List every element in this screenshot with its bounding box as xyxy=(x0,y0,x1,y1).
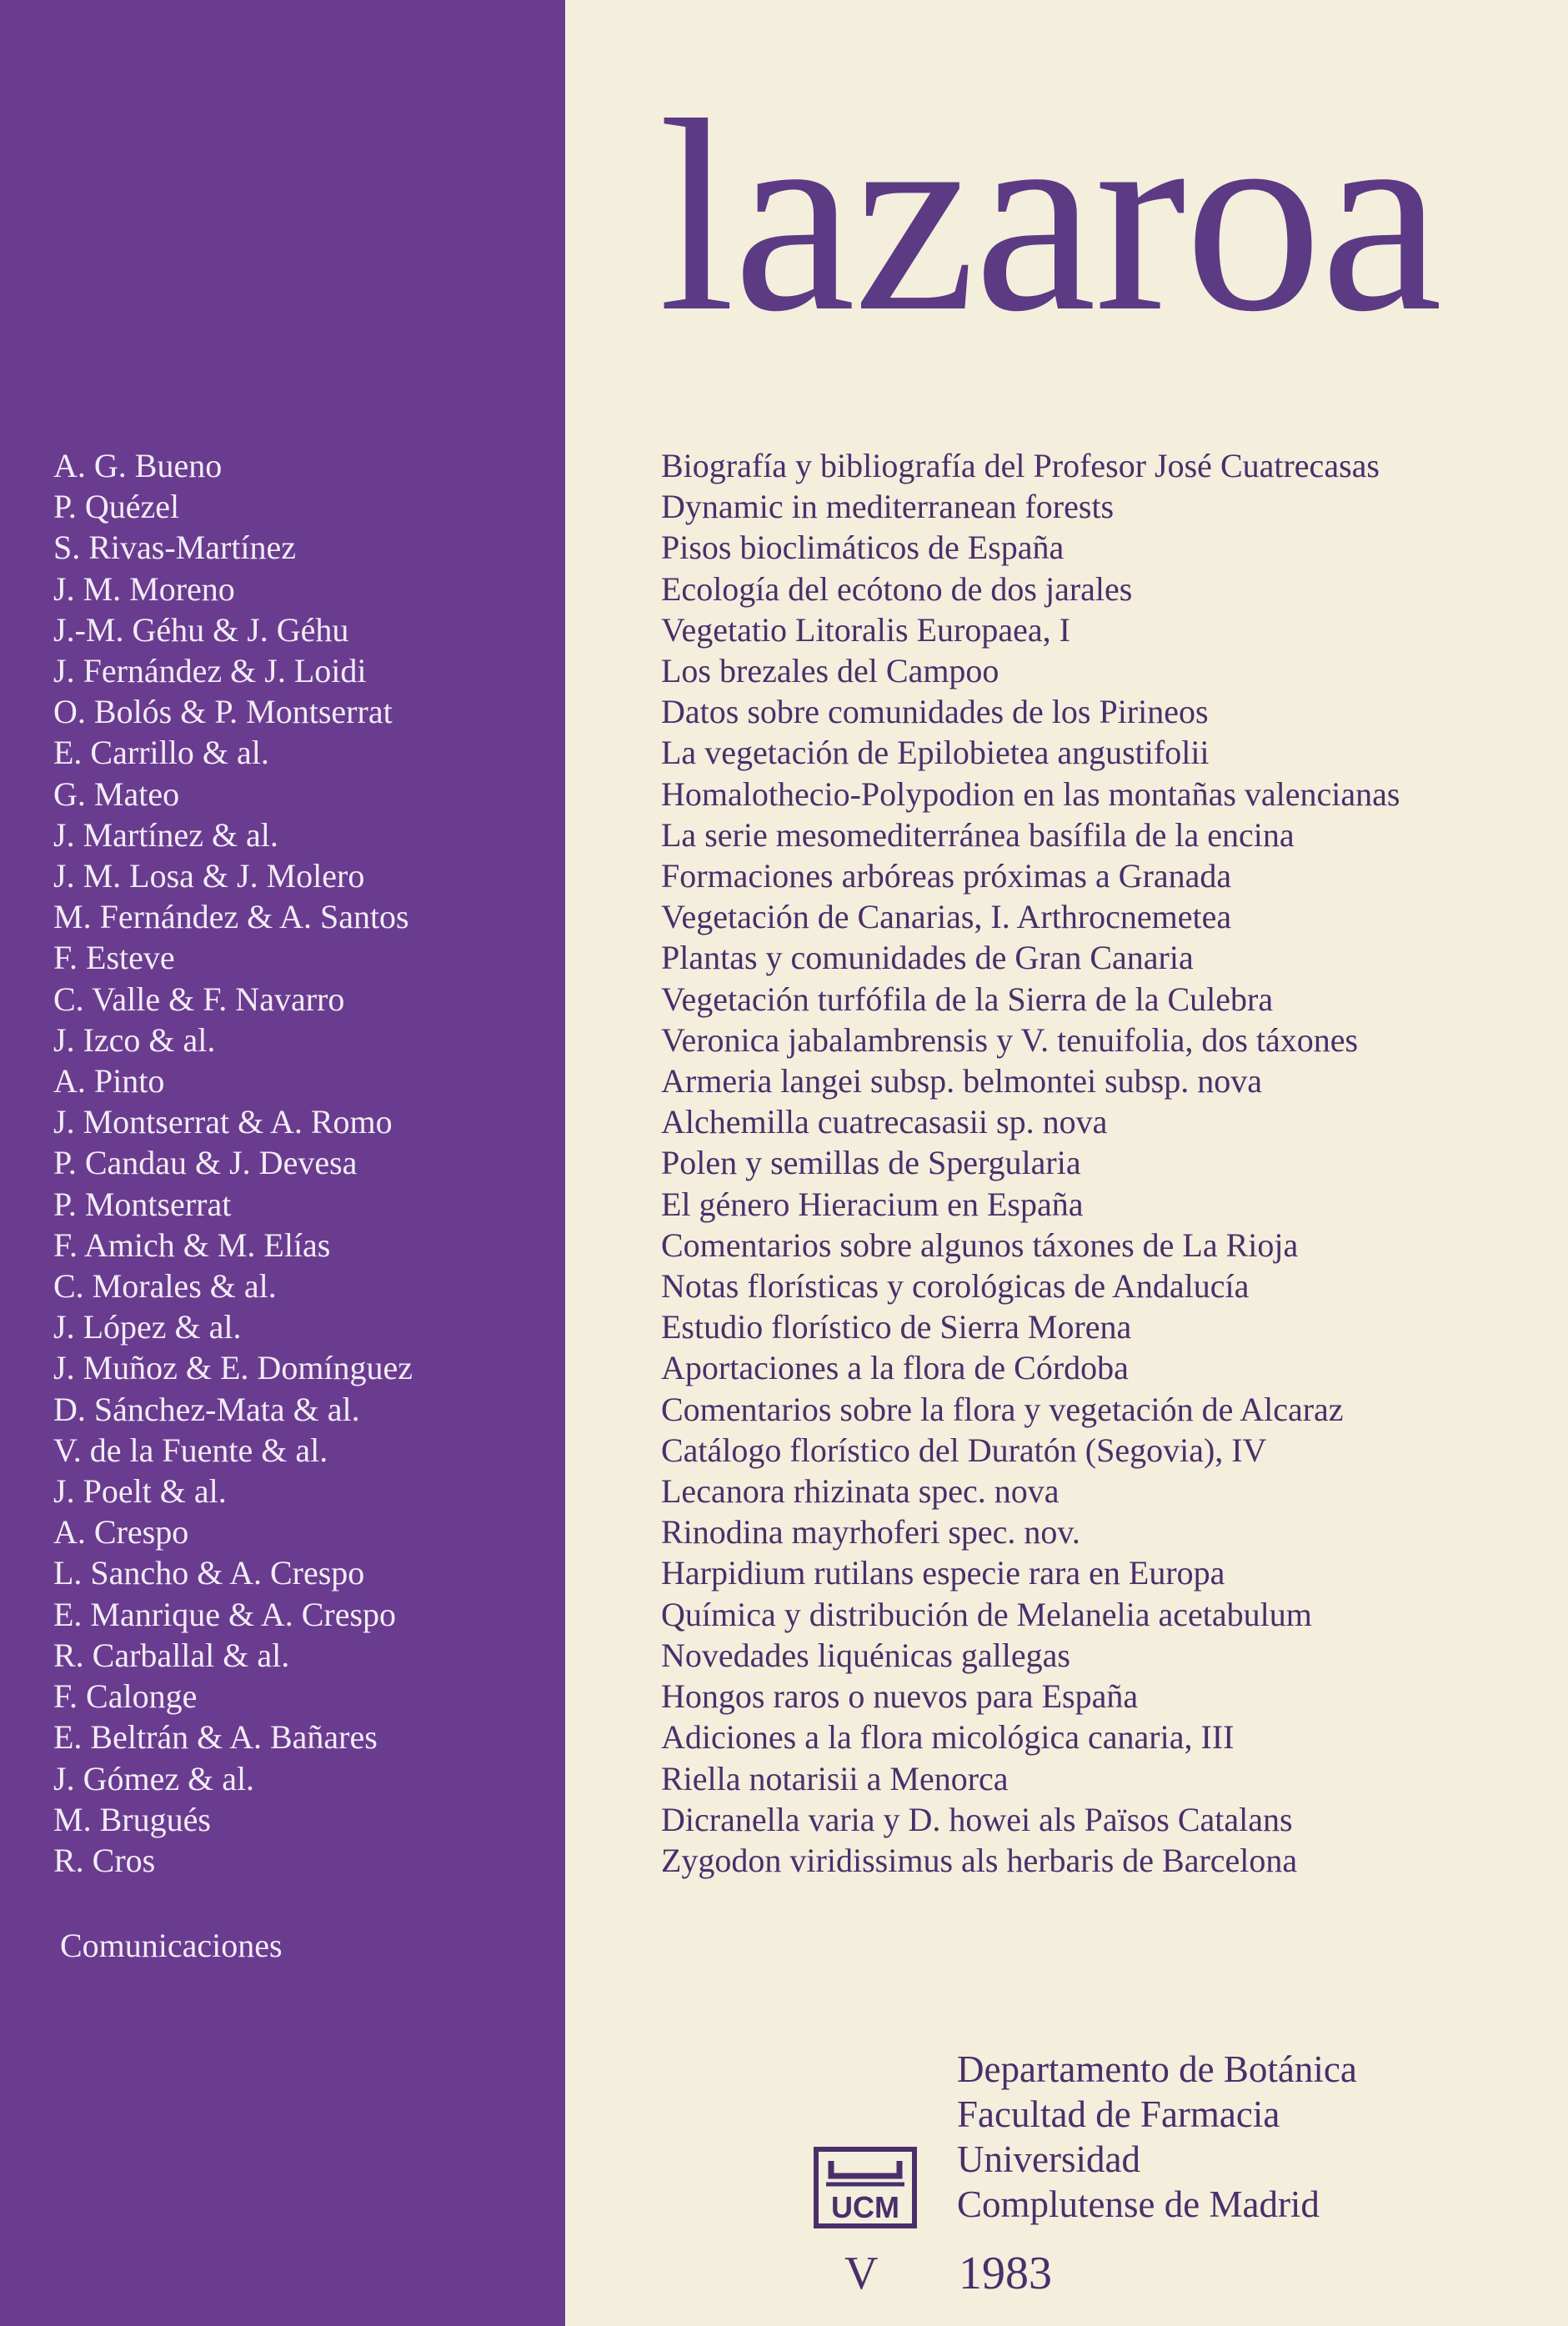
author-entry: J.-M. Géhu & J. Géhu xyxy=(53,610,349,649)
article-title-entry: Datos sobre comunidades de los Pirineos xyxy=(661,693,1209,731)
article-title-entry: Adiciones a la flora micológica canaria, III xyxy=(661,1718,1235,1757)
article-title-entry: Dicranella varia y D. howei als Països Catalans xyxy=(661,1800,1293,1838)
volume-number: V xyxy=(844,2248,879,2299)
article-title-entry: Ecología del ecótono de dos jarales xyxy=(661,569,1133,608)
author-entry: J. M. Losa & J. Molero xyxy=(53,857,365,895)
article-title-entry: Catálogo florístico del Duratón (Segovia), IV xyxy=(661,1431,1267,1469)
article-title-entry: Harpidium rutilans especie rara en Europa xyxy=(661,1554,1225,1592)
author-entry: J. Martínez & al. xyxy=(53,815,278,854)
article-title-entry: Vegetación turfófila de la Sierra de la Culebra xyxy=(661,980,1274,1018)
publisher-block xyxy=(957,2047,1357,2227)
author-entry: J. López & al. xyxy=(53,1308,242,1346)
author-entry: M. Fernández & A. Santos xyxy=(53,898,409,936)
author-entry: C. Valle & F. Navarro xyxy=(53,980,345,1018)
article-title-entry: Novedades liquénicas gallegas xyxy=(661,1636,1070,1674)
article-title-entry: Formaciones arbóreas próximas a Granada xyxy=(661,857,1232,895)
author-entry: J. Gómez & al. xyxy=(53,1759,255,1797)
publisher-line: Facultad de Farmacia xyxy=(957,2093,1280,2135)
author-entry: A. G. Bueno xyxy=(53,447,223,484)
article-title-entry: Armeria langei subsp. belmontei subsp. nova xyxy=(661,1062,1262,1100)
author-entry: S. Rivas-Martínez xyxy=(53,529,297,567)
author-entry: F. Calonge xyxy=(53,1677,198,1716)
author-entry: P. Candau & J. Devesa xyxy=(53,1144,358,1182)
author-entry: E. Carrillo & al. xyxy=(53,734,269,772)
author-entry: E. Beltrán & A. Bañares xyxy=(53,1718,378,1757)
article-title-entry: Riella notarisii a Menorca xyxy=(661,1759,1009,1797)
author-entry: R. Cros xyxy=(53,1841,156,1879)
article-title-entry: Comentarios sobre algunos táxones de La Rioja xyxy=(661,1226,1299,1264)
publisher-line: Departamento de Botánica xyxy=(957,2048,1357,2090)
author-entry: J. Muñoz & E. Domínguez xyxy=(53,1349,413,1387)
authors-list xyxy=(53,445,413,1881)
article-title-entry: Polen y semillas de Spergularia xyxy=(661,1144,1081,1182)
communications-label: Comunicaciones xyxy=(60,1927,283,1964)
author-entry: G. Mateo xyxy=(53,774,180,813)
author-entry: L. Sancho & A. Crespo xyxy=(53,1554,365,1592)
publication-year: 1983 xyxy=(959,2248,1052,2299)
author-entry: P. Quézel xyxy=(53,488,180,526)
article-title-entry: La serie mesomediterránea basífila de la encina xyxy=(661,815,1295,854)
article-title-entry: Plantas y comunidades de Gran Canaria xyxy=(661,939,1194,977)
article-title-entry: Vegetación de Canarias, I. Arthrocnemetea xyxy=(661,898,1232,936)
article-title-entry: Biografía y bibliografía del Profesor José Cuatrecasas xyxy=(661,447,1380,484)
author-entry: J. Fernández & J. Loidi xyxy=(53,652,367,690)
author-entry: P. Montserrat xyxy=(53,1185,232,1223)
publisher-line: Complutense de Madrid xyxy=(957,2183,1320,2225)
article-title-entry: Pisos bioclimáticos de España xyxy=(661,529,1065,567)
author-entry: C. Morales & al. xyxy=(53,1267,277,1306)
article-title-entry: Los brezales del Campoo xyxy=(661,652,999,690)
article-title-entry: Rinodina mayrhoferi spec. nov. xyxy=(661,1513,1080,1552)
author-entry: D. Sánchez-Mata & al. xyxy=(53,1390,360,1428)
article-title-entry: Hongos raros o nuevos para España xyxy=(661,1677,1139,1716)
article-title-entry: Aportaciones a la flora de Córdoba xyxy=(661,1349,1129,1387)
article-title-entry: Homalothecio-Polypodion en las montañas valencianas xyxy=(661,774,1400,813)
author-entry: F. Esteve xyxy=(53,939,175,977)
article-title-entry: Vegetatio Litoralis Europaea, I xyxy=(661,610,1070,649)
author-entry: J. M. Moreno xyxy=(53,569,235,608)
author-entry: A. Pinto xyxy=(53,1062,165,1100)
author-entry: F. Amich & M. Elías xyxy=(53,1226,331,1264)
author-entry: J. Montserrat & A. Romo xyxy=(53,1103,393,1141)
journal-title: lazaroa xyxy=(659,64,1441,368)
author-entry: O. Bolós & P. Montserrat xyxy=(53,693,393,731)
article-title-entry: La vegetación de Epilobietea angustifolii xyxy=(661,734,1210,772)
article-title-entry: Comentarios sobre la flora y vegetación de Alcaraz xyxy=(661,1390,1344,1428)
author-entry: E. Manrique & A. Crespo xyxy=(53,1595,397,1633)
article-title-entry: Lecanora rhizinata spec. nova xyxy=(661,1472,1060,1511)
article-title-entry: Química y distribución de Melanelia acetabulum xyxy=(661,1595,1312,1633)
author-entry: R. Carballal & al. xyxy=(53,1636,290,1674)
article-title-entry: Estudio florístico de Sierra Morena xyxy=(661,1308,1132,1346)
article-title-entry: El género Hieracium en España xyxy=(661,1185,1084,1223)
ucm-logo-text: UCM xyxy=(831,2190,899,2224)
author-entry: J. Poelt & al. xyxy=(53,1472,227,1511)
article-title-entry: Notas florísticas y corológicas de Andalucía xyxy=(661,1267,1250,1306)
publisher-line: Universidad xyxy=(957,2138,1140,2180)
article-title-entry: Alchemilla cuatrecasasii sp. nova xyxy=(661,1103,1108,1141)
ucm-logo-icon xyxy=(813,2146,918,2229)
author-entry: J. Izco & al. xyxy=(53,1020,216,1059)
author-entry: A. Crespo xyxy=(53,1513,189,1552)
article-title-entry: Zygodon viridissimus als herbaris de Barcelona xyxy=(661,1841,1298,1879)
article-title-entry: Veronica jabalambrensis y V. tenuifolia, dos táxones xyxy=(661,1020,1359,1059)
author-entry: V. de la Fuente & al. xyxy=(53,1431,328,1469)
article-title-entry: Dynamic in mediterranean forests xyxy=(661,488,1115,526)
article-titles-list xyxy=(661,445,1400,1881)
author-entry: M. Brugués xyxy=(53,1800,211,1838)
